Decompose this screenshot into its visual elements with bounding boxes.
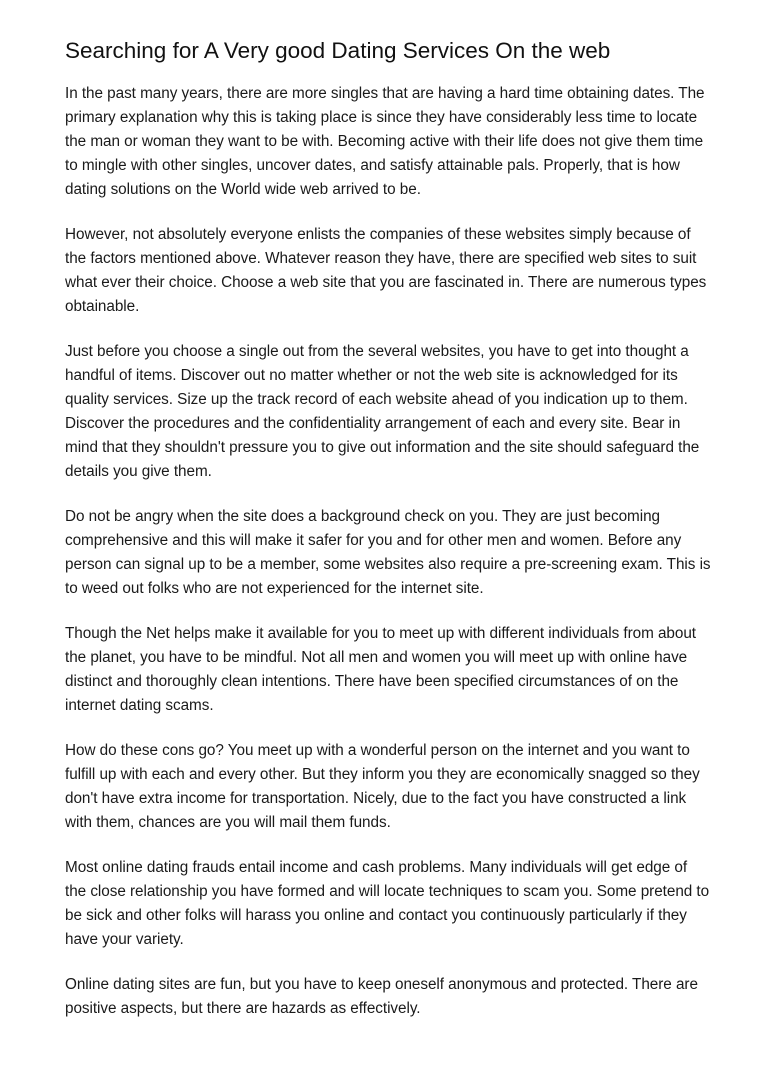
paragraph-8: Online dating sites are fun, but you have to keep oneself anonymous and protected. There are positive aspects, but there are hazards as effectively. [65, 976, 698, 1017]
paragraph-4: Do not be angry when the site does a background check on you. They are just becoming comprehensive and this will make it safer for you and for other men and women. Before any person can signal up to be a member, some websites also require a pre-screening exam. This is to weed out folks who are not experienced for the internet site. [65, 508, 711, 597]
paragraph-7: Most online dating frauds entail income and cash problems. Many individuals will get edge of the close relationship you have formed and will locate techniques to scam you. Some pretend to be sick and other folks will harass you online and contact you continuously particularly if they have your variety. [65, 859, 710, 948]
paragraph-1: In the past many years, there are more singles that are having a hard time obtaining dates. The primary explanation why this is taking place is since they have considerably less time to locate the man or woman they want to be with. Becoming active with their life does not give them time to mingle with other singles, uncover dates, and satisfy attainable pals. Properly, that is how dating solutions on the World wide web arrived to be. [65, 85, 705, 198]
paragraph-5: Though the Net helps make it available for you to meet up with different individuals from about the planet, you have to be mindful. Not all men and women you will meet up with online have distinct and thoroughly clean intentions. There have been specified circumstances of on the internet dating scams. [65, 625, 696, 714]
paragraph-2: However, not absolutely everyone enlists the companies of these websites simply because of the factors mentioned above. Whatever reason they have, there are specified web sites to suit what ever their choice. Choose a web site that you are fascinated in. There are numerous types obtainable. [65, 226, 707, 315]
page-title: Searching for A Very good Dating Services On the web [65, 38, 611, 63]
paragraph-6: How do these cons go? You meet up with a wonderful person on the internet and you want to fulfill up with each and every other. But they inform you they are economically snagged so they don't have extra income for transportation. Nicely, due to the fact you have constructed a link with them, chances are you will mail them funds. [65, 742, 700, 831]
paragraph-3: Just before you choose a single out from the several websites, you have to get into thought a handful of items. Discover out no matter whether or not the web site is acknowledged for its quality services. Size up the track record of each website ahead of you indication up to them. Discover the procedures and the confidentiality arrangement of each and every site. Bear in mind that they shouldn't pressure you to give out information and the site should safeguard the details you give them. [65, 343, 700, 480]
